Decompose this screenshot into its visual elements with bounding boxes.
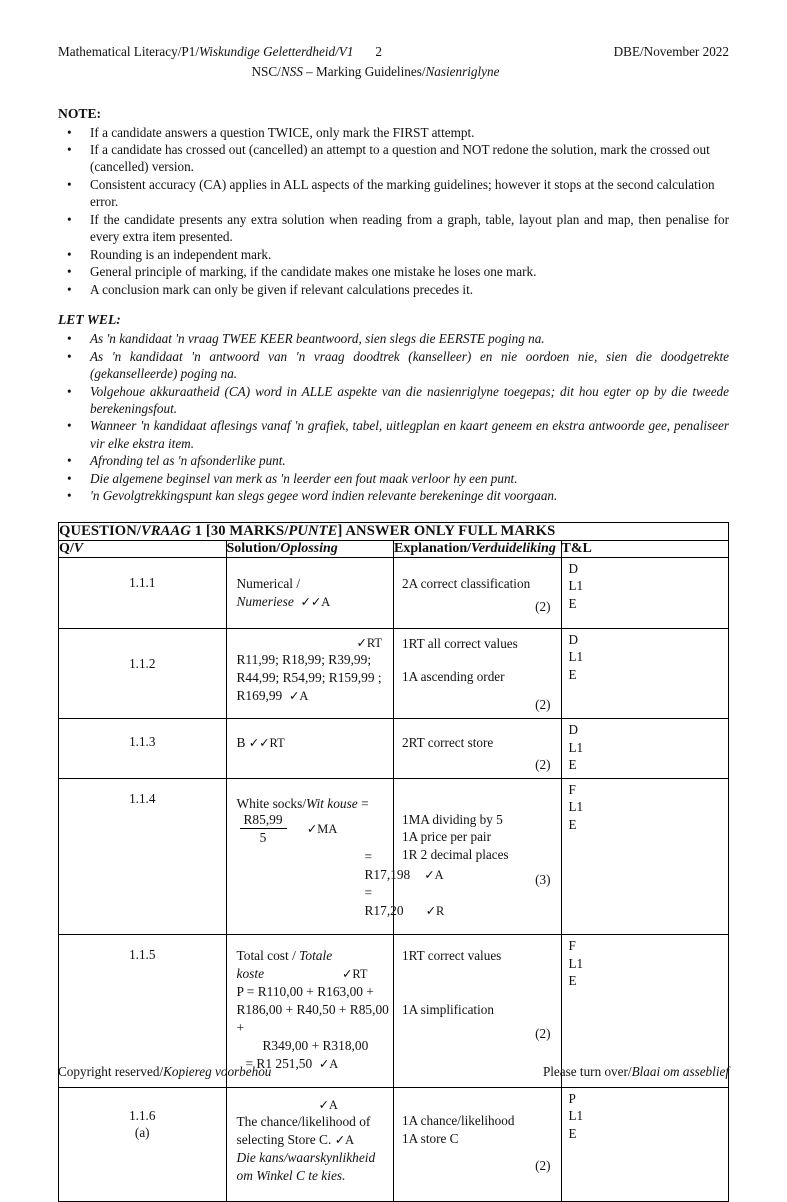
solution-last-value: R169,99 bbox=[236, 688, 283, 704]
marking-guidelines-table bbox=[58, 522, 729, 1202]
row-solution-cell bbox=[226, 1087, 394, 1201]
header-subject: Mathematical Literacy/P1/ bbox=[58, 44, 199, 59]
bullet-marker: • bbox=[67, 331, 72, 347]
colhead-oplossing: Oplossing bbox=[280, 540, 338, 556]
note-item-text: If a candidate has crossed out (cancelled) an attempt to a question and NOT redone the solution, mark the crossed out (cancelled) version. bbox=[90, 142, 710, 175]
letwel-item bbox=[58, 470, 729, 487]
bullet-marker: • bbox=[67, 176, 72, 192]
solution-values-line: R11,99; R18,99; R39,99; R44,99; R54,99; R159,99 ; bbox=[236, 652, 382, 686]
note-item-text: A conclusion mark can only be given if relevant calculations precedes it. bbox=[90, 281, 474, 297]
letwel-item bbox=[58, 348, 729, 382]
page-header bbox=[58, 44, 729, 61]
caption-answer-only: ] ANSWER ONLY FULL MARKS bbox=[337, 522, 556, 539]
marks-allocation: (3) bbox=[535, 872, 551, 888]
footer-copyright bbox=[58, 1064, 271, 1080]
row-solution-cell bbox=[226, 557, 394, 628]
explanation-content bbox=[394, 935, 561, 1046]
solution-content bbox=[227, 629, 394, 711]
explanation-content bbox=[394, 719, 561, 778]
solution-content bbox=[227, 1088, 394, 1201]
letwel-item bbox=[58, 383, 729, 417]
row-question-number-cell bbox=[59, 778, 227, 935]
column-header-tl bbox=[561, 540, 729, 557]
tl-codes bbox=[562, 719, 729, 776]
row-question-number-cell bbox=[59, 557, 227, 628]
explanation-spacer bbox=[402, 652, 555, 668]
tl-codes bbox=[562, 558, 729, 615]
header-left bbox=[58, 44, 382, 61]
column-header-solution bbox=[226, 540, 394, 557]
solution-text-afrikaans: Die kans/waarskynlikheid om Winkel C te kies. bbox=[236, 1150, 376, 1184]
bullet-marker: • bbox=[67, 418, 72, 434]
solution-text: The chance/likelihood of selecting Store C. bbox=[236, 1114, 371, 1148]
solution-values-line2 bbox=[237, 687, 390, 705]
table-caption-row bbox=[59, 522, 729, 540]
solution-text: B bbox=[236, 734, 249, 750]
equals-sign: = bbox=[361, 795, 369, 811]
tick-marks: ✓R bbox=[425, 904, 445, 919]
question-caption bbox=[59, 522, 729, 540]
header-nsc: NSC/ bbox=[251, 63, 281, 79]
question-number: 1.1.2 bbox=[129, 655, 156, 671]
bullet-marker: • bbox=[67, 383, 72, 399]
tl-code: E bbox=[568, 973, 577, 989]
footer-copyright-af: Kopiereg voorbehou bbox=[163, 1064, 272, 1079]
explanation-line: 2RT correct store bbox=[402, 734, 494, 750]
table-row bbox=[59, 557, 729, 628]
column-header-explanation bbox=[394, 540, 562, 557]
explanation-content bbox=[394, 779, 561, 893]
footer-turnover bbox=[543, 1064, 729, 1080]
row-question-number-cell bbox=[59, 628, 227, 718]
colhead-q: Q/ bbox=[59, 540, 74, 556]
explanation-line: 1A store C bbox=[402, 1130, 459, 1146]
solution-step-line: P = R110,00 + R163,00 + R186,00 + R40,50 + R85,00 + bbox=[236, 984, 389, 1035]
note-item bbox=[58, 176, 729, 210]
tl-code: D bbox=[568, 721, 579, 737]
tick-marks: ✓A bbox=[318, 1056, 339, 1071]
tick-marks: ✓A bbox=[334, 1133, 355, 1148]
bullet-marker: • bbox=[67, 142, 72, 158]
letwel-item bbox=[58, 417, 729, 451]
row-solution-cell bbox=[226, 778, 445, 935]
bullet-marker: • bbox=[67, 246, 72, 262]
tl-codes bbox=[562, 629, 729, 686]
table-row bbox=[59, 778, 729, 935]
fraction bbox=[240, 812, 287, 846]
letwel-title: LET WEL: bbox=[58, 312, 121, 328]
marks-allocation: (2) bbox=[535, 756, 551, 772]
header-marking-guidelines: – Marking Guidelines/ bbox=[302, 63, 426, 79]
caption-vraag: VRAAG bbox=[141, 522, 191, 539]
explanation-line: 1A ascending order bbox=[402, 669, 505, 685]
letwel-section bbox=[58, 312, 729, 505]
tl-code: L1 bbox=[568, 578, 584, 594]
tick-marks: ✓MA bbox=[306, 821, 338, 836]
bullet-marker: • bbox=[67, 348, 72, 364]
header-subject-afrikaans: Wiskundige Geletterdheid/V1 bbox=[198, 44, 354, 59]
explanation-line: 1A chance/likelihood bbox=[402, 1112, 515, 1128]
caption-question: QUESTION/ bbox=[59, 522, 141, 539]
solution-label: Total cost / bbox=[236, 948, 300, 964]
caption-punte: PUNTE bbox=[288, 522, 338, 539]
explanation-line: 1RT correct values bbox=[402, 948, 502, 964]
explanation-content bbox=[394, 1088, 561, 1179]
note-item-text: If the candidate presents any extra solution when reading from a graph, table, layout plan and map, then penalise for every extra item presented. bbox=[90, 211, 729, 244]
row-question-number-cell bbox=[59, 718, 227, 778]
tl-code: F bbox=[568, 781, 576, 797]
solution-step: = R1 251,50 bbox=[245, 1055, 313, 1071]
tick-marks: ✓RT bbox=[356, 635, 382, 650]
marks-allocation: (2) bbox=[535, 697, 551, 713]
tl-code: F bbox=[568, 938, 576, 954]
solution-content bbox=[227, 719, 394, 767]
tl-code: L1 bbox=[568, 1108, 584, 1124]
letwel-item-text: As 'n kandidaat 'n vraag TWEE KEER beantwoord, sien slegs die EERSTE poging na. bbox=[90, 331, 545, 347]
letwel-item-text: As 'n kandidaat 'n antwoord van 'n vraag doodtrek (kanselleer) en nie oordoen nie, sien die doodgetrekte (gekanselleerde) poging na. bbox=[90, 348, 729, 381]
tl-code: P bbox=[568, 1090, 576, 1106]
row-tl-cell bbox=[561, 718, 729, 778]
colhead-verduideliking: Verduideliking bbox=[471, 540, 556, 556]
explanation-line: 1A price per pair bbox=[402, 829, 491, 845]
header-subtitle bbox=[58, 64, 729, 80]
note-item-text: If a candidate answers a question TWICE, only mark the FIRST attempt. bbox=[90, 124, 475, 140]
solution-label: White socks/ bbox=[236, 795, 307, 811]
explanation-line: 1RT all correct values bbox=[402, 635, 518, 651]
note-item bbox=[58, 124, 729, 141]
marks-allocation: (2) bbox=[535, 1158, 551, 1174]
explanation-spacer bbox=[402, 965, 555, 1001]
row-explanation-cell bbox=[394, 557, 562, 628]
explanation-line: 2A correct classification bbox=[402, 575, 531, 591]
caption-marks: 1 [30 MARKS/ bbox=[190, 522, 289, 539]
bullet-marker: • bbox=[67, 488, 72, 504]
tl-code: E bbox=[568, 666, 577, 682]
bullet-marker: • bbox=[67, 453, 72, 469]
note-item bbox=[58, 263, 729, 280]
solution-label-afrikaans: Wit kouse bbox=[306, 795, 358, 811]
tl-codes bbox=[562, 779, 729, 836]
tl-code: L1 bbox=[568, 799, 584, 815]
tl-code: E bbox=[568, 757, 577, 773]
solution-text-afrikaans: Numeriese bbox=[236, 593, 294, 609]
bullet-marker: • bbox=[67, 211, 72, 227]
note-item-text: Rounding is an independent mark. bbox=[90, 246, 272, 262]
table-row bbox=[59, 1087, 729, 1201]
row-explanation-cell bbox=[394, 1087, 562, 1201]
note-item bbox=[58, 281, 729, 298]
bullet-marker: • bbox=[67, 264, 72, 280]
table-header-row bbox=[59, 540, 729, 557]
footer-copyright-en: Copyright reserved/ bbox=[58, 1064, 164, 1079]
row-tl-cell bbox=[561, 778, 729, 935]
letwel-list bbox=[58, 330, 729, 505]
letwel-item-text: 'n Gevolgtrekkingspunt kan slegs gegee word indien relevante berekeninge dit voorgaan. bbox=[90, 488, 558, 504]
bullet-marker: • bbox=[67, 124, 72, 140]
footer-turnover-af: Blaai om asseblief bbox=[631, 1064, 729, 1079]
fraction-numerator: R85,99 bbox=[240, 812, 287, 829]
tl-code: D bbox=[568, 560, 579, 576]
question-number: 1.1.5 bbox=[129, 947, 156, 963]
header-page-number: 2 bbox=[375, 44, 383, 59]
tick-marks: ✓A bbox=[288, 689, 309, 704]
footer-turnover-en: Please turn over/ bbox=[542, 1064, 632, 1079]
colhead-solution: Solution/ bbox=[226, 540, 281, 556]
question-number: 1.1.4 bbox=[129, 790, 156, 806]
note-item-text: General principle of marking, if the candidate makes one mistake he loses one mark. bbox=[90, 264, 537, 280]
letwel-item-text: Volgehoue akkuraatheid (CA) word in ALLE aspekte van die nasienriglyne toegepas; dit hou egter op by die tweede berekeningsfout. bbox=[90, 383, 729, 416]
tick-marks: ✓A bbox=[318, 1097, 338, 1112]
question-number: 1.1.3 bbox=[129, 733, 156, 749]
solution-step-line bbox=[237, 1113, 390, 1149]
solution-text: Numerical / bbox=[236, 575, 301, 591]
letwel-item-text: Wanneer 'n kandidaat aflesings vanaf 'n grafiek, tabel, uitlegplan en kaart geneem en ekstra antwoorde gee, penaliseer vir elke ekstra item. bbox=[90, 418, 729, 451]
note-item bbox=[58, 141, 729, 175]
solution-content bbox=[227, 558, 394, 628]
marks-allocation: (2) bbox=[535, 599, 551, 615]
explanation-content bbox=[394, 558, 561, 621]
fraction-denominator: 5 bbox=[259, 829, 267, 845]
solution-label-afrikaans: Totale koste bbox=[236, 948, 333, 982]
note-title: NOTE: bbox=[58, 105, 102, 121]
colhead-v: V bbox=[73, 540, 84, 556]
question-number bbox=[59, 1088, 226, 1142]
tl-code: D bbox=[568, 631, 579, 647]
explanation-line: 1A simplification bbox=[402, 1001, 494, 1017]
note-item bbox=[58, 246, 729, 263]
tick-marks: ✓✓RT bbox=[248, 735, 285, 750]
explanation-content bbox=[394, 629, 561, 718]
letwel-item bbox=[58, 330, 729, 347]
header-nss: NSS bbox=[280, 63, 303, 79]
letwel-item-text: Afronding tel as 'n afsonderlike punt. bbox=[90, 453, 286, 469]
question-number: 1.1.1 bbox=[129, 574, 156, 590]
row-tl-cell bbox=[561, 1087, 729, 1201]
bullet-marker: • bbox=[67, 281, 72, 297]
solution-step: = R17,198 bbox=[364, 849, 411, 883]
header-exam-session: DBE/November 2022 bbox=[613, 44, 729, 59]
column-header-question bbox=[59, 540, 227, 557]
tick-marks: ✓RT bbox=[342, 967, 368, 982]
tl-codes bbox=[562, 935, 729, 992]
solution-step-line bbox=[237, 884, 445, 920]
tl-code: L1 bbox=[568, 739, 584, 755]
tl-code: L1 bbox=[568, 955, 584, 971]
row-tl-cell bbox=[561, 628, 729, 718]
tl-code: E bbox=[568, 595, 577, 611]
page-footer bbox=[58, 1064, 729, 1080]
row-question-number-cell bbox=[59, 1087, 227, 1201]
solution-fraction-line bbox=[237, 795, 390, 847]
colhead-tl-label: T&L bbox=[561, 540, 592, 556]
tl-code: L1 bbox=[568, 649, 584, 665]
row-tl-cell bbox=[561, 557, 729, 628]
tick-marks: ✓A bbox=[424, 868, 444, 883]
solution-step: = R17,20 bbox=[364, 885, 404, 919]
letwel-item bbox=[58, 452, 729, 469]
explanation-line: 1R 2 decimal places bbox=[402, 847, 509, 863]
question-number-main: 1.1.6 bbox=[129, 1107, 156, 1123]
question-number-sub: (a) bbox=[134, 1124, 150, 1140]
explanation-line: 1MA dividing by 5 bbox=[402, 811, 503, 827]
row-solution-cell bbox=[226, 628, 394, 718]
note-item-text: Consistent accuracy (CA) applies in ALL aspects of the marking guidelines; however it stops at the second calculation error. bbox=[90, 176, 715, 210]
solution-label-line bbox=[237, 947, 390, 983]
tick-marks: ✓✓A bbox=[300, 594, 331, 609]
note-item bbox=[58, 211, 729, 245]
bullet-marker: • bbox=[67, 470, 72, 486]
colhead-explanation: Explanation/ bbox=[394, 540, 472, 556]
tl-code: E bbox=[568, 816, 577, 832]
letwel-item bbox=[58, 487, 729, 504]
header-nasienriglyne: Nasienriglyne bbox=[425, 63, 500, 79]
tl-code: E bbox=[568, 1125, 577, 1141]
note-list bbox=[58, 124, 729, 299]
solution-step-line bbox=[237, 848, 444, 884]
solution-step-line: R349,00 + R318,00 bbox=[262, 1037, 369, 1053]
marks-allocation: (2) bbox=[535, 1025, 551, 1041]
note-section bbox=[58, 106, 729, 299]
solution-content bbox=[227, 779, 445, 935]
table-row bbox=[59, 628, 729, 718]
row-explanation-cell bbox=[394, 718, 562, 778]
row-explanation-cell bbox=[394, 628, 562, 718]
table-row bbox=[59, 718, 729, 778]
row-solution-cell bbox=[226, 718, 394, 778]
letwel-item-text: Die algemene beginsel van merk as 'n leerder een fout maak verloor hy een punt. bbox=[90, 470, 518, 486]
tl-codes bbox=[562, 1088, 729, 1145]
